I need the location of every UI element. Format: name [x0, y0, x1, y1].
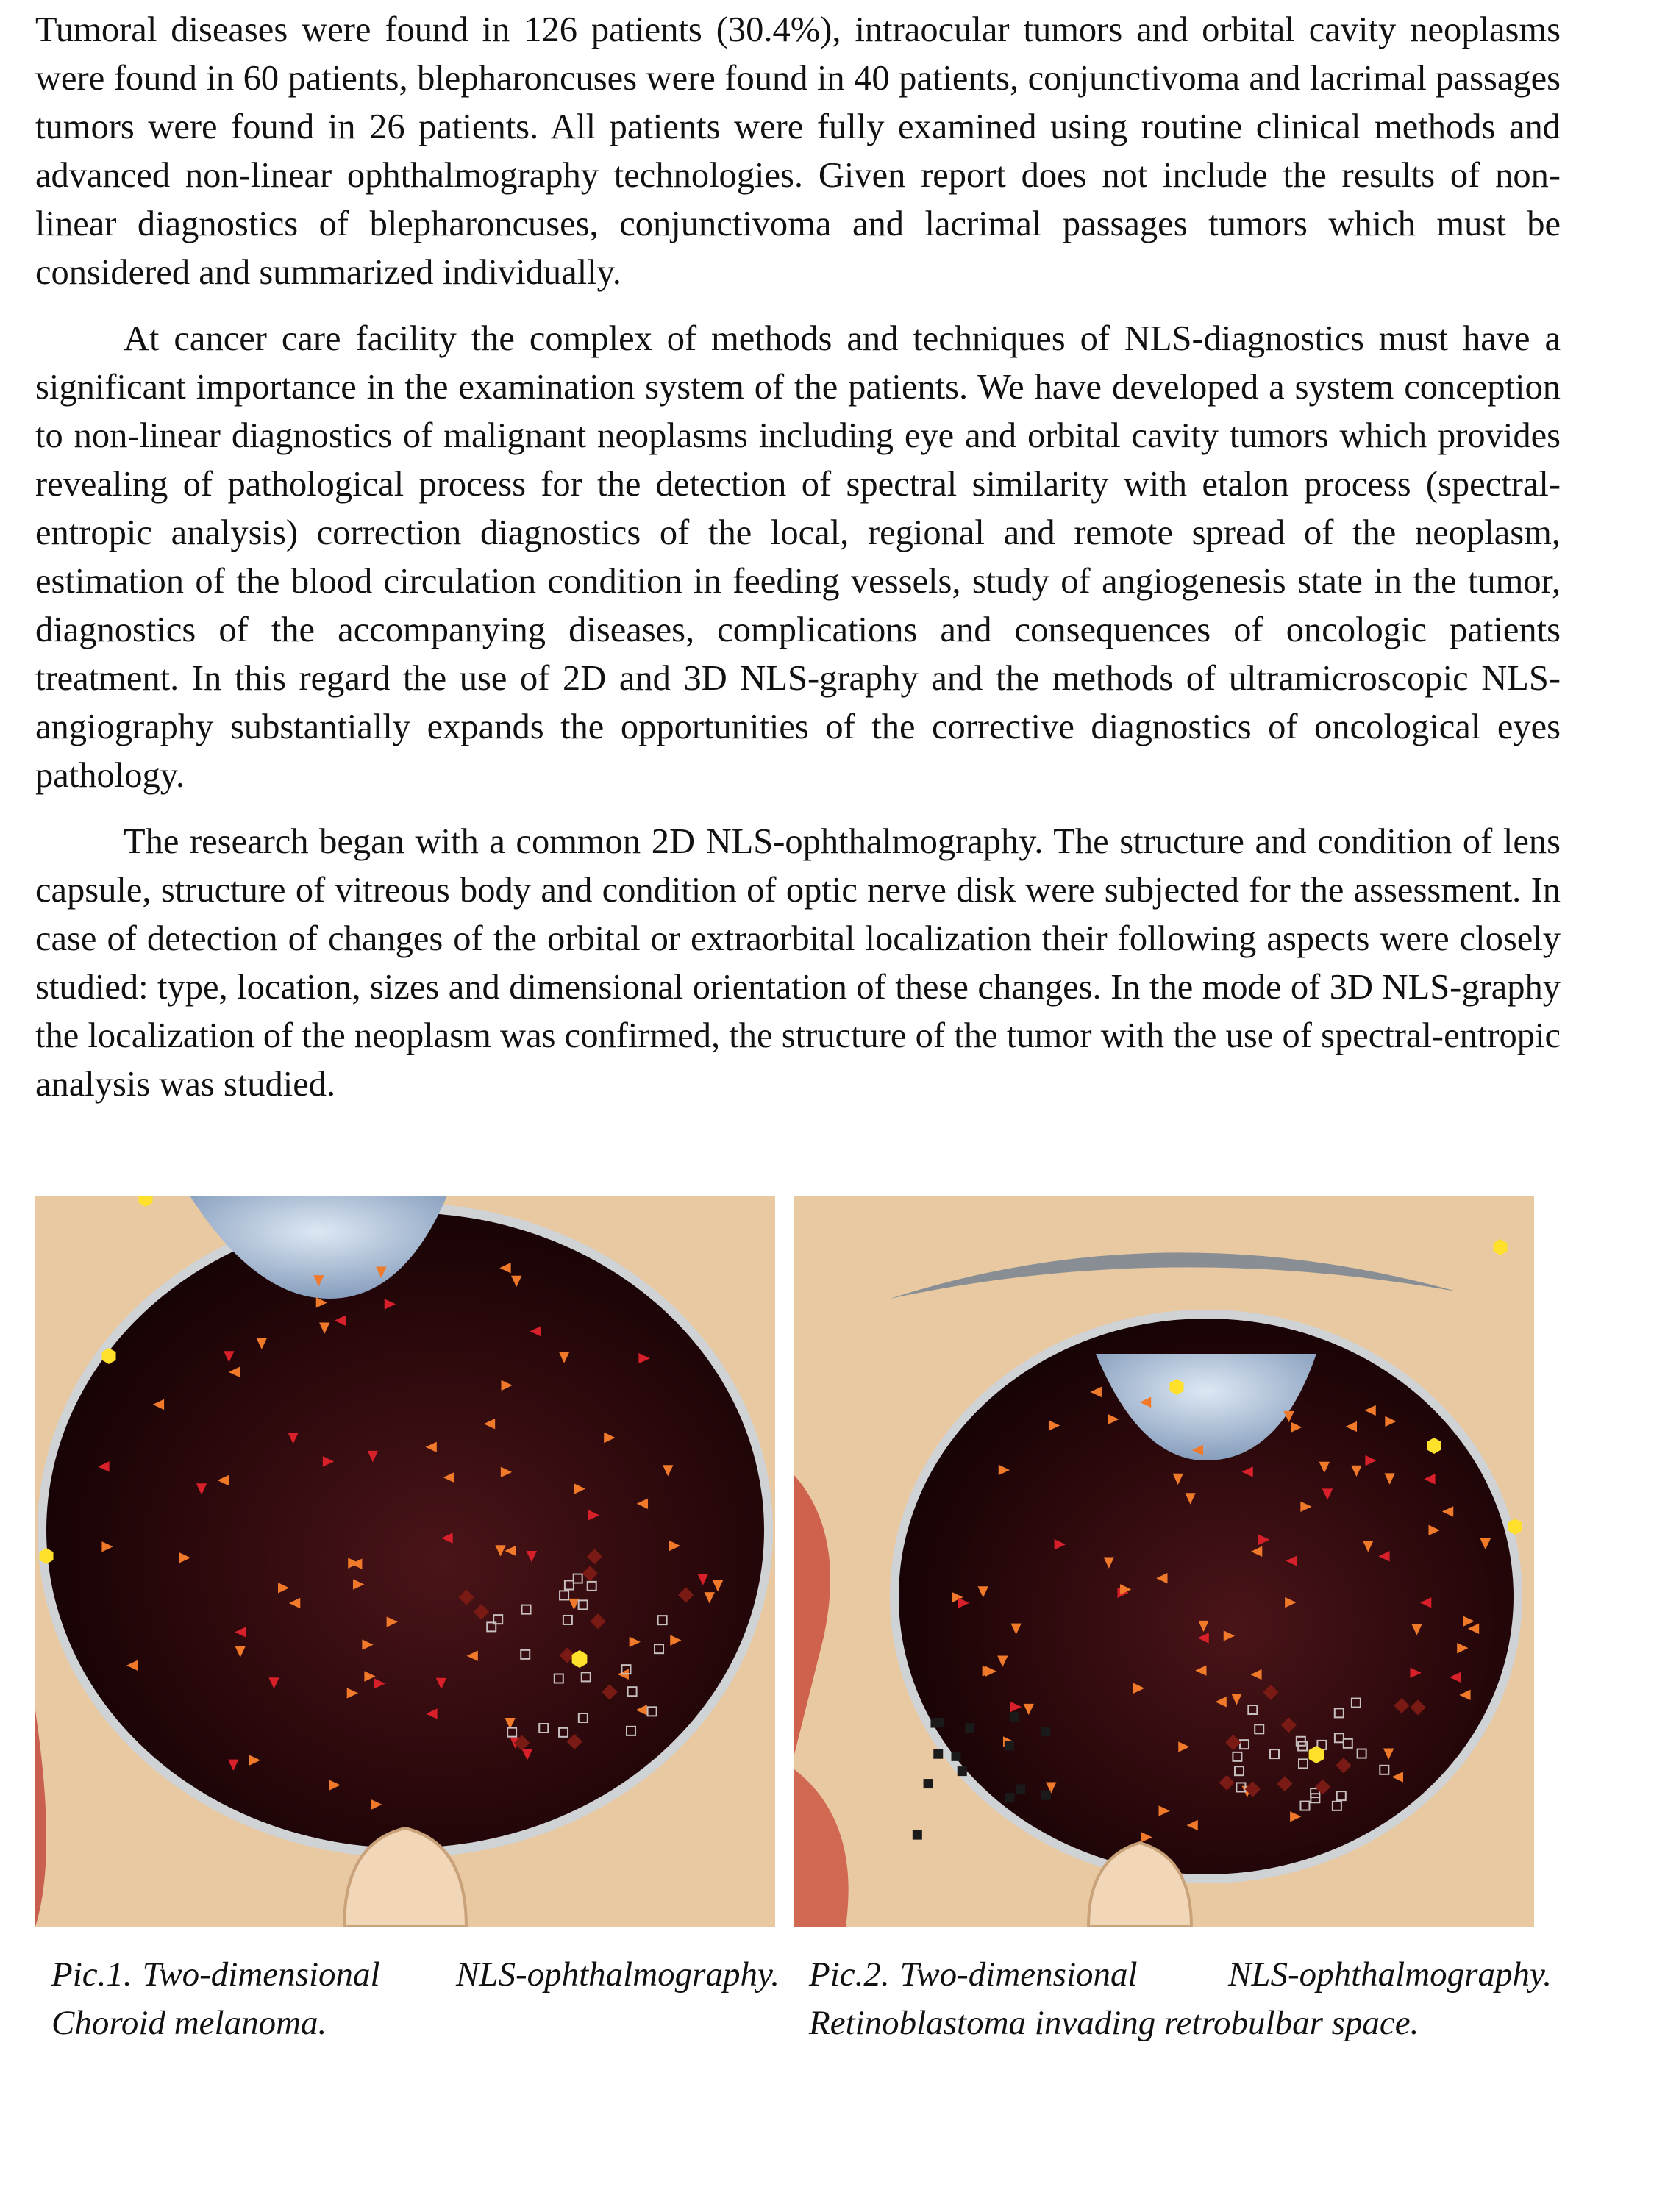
figure-2-caption-text: Two-dimensional NLS-ophthalmography. Retinoblastoma invading retrobulbar space. — [809, 1955, 1552, 2042]
figure-2-eye-scan — [794, 1196, 1534, 1927]
figure-1-caption-text: Two-dimensional NLS-ophthalmography. Choroid melanoma. — [51, 1955, 780, 2042]
nls-marker-square — [1016, 1785, 1024, 1793]
figure-1-label: Pic.1. — [51, 1955, 132, 1994]
figure-2-label: Pic.2. — [809, 1955, 890, 1994]
nls-marker-square — [934, 1750, 942, 1758]
figure-1-caption — [51, 1950, 780, 2047]
nls-marker-square — [952, 1752, 960, 1760]
nls-marker-square — [1006, 1794, 1014, 1802]
nls-marker-square — [1042, 1791, 1050, 1799]
figure-1-image — [35, 1196, 775, 1927]
nls-marker-square — [1041, 1727, 1049, 1735]
paragraph-2: At cancer care facility the complex of methods and techniques of NLS-diagnostics must have a significant importance in the examination system of the patients. We have developed a system conception to non-linear diagnostics of malignant neoplasms including eye and orbital cavity tumors which provides revealing of pathological process for the detection of spectral similarity with etalon process (spectral-entropic analysis) correction diagnostics of the local, regional and remote spread of the neoplasm, estimation of the blood circulation condition in feeding vessels, study of angiogenesis state in the tumor, diagnostics of the accompanying diseases, complications and consequences of oncologic patients treatment. In this regard the use of 2D and 3D NLS-graphy and the methods of ultramicroscopic NLS-angiography substantially expands the opportunities of the corrective diagnostics of oncological eyes pathology. — [35, 319, 1561, 795]
figure-2-image — [794, 1196, 1534, 1927]
nls-marker-square — [1010, 1713, 1019, 1721]
figure-1-eye-scan — [35, 1196, 775, 1927]
figure-2-caption — [809, 1950, 1552, 2047]
nls-marker-square — [1005, 1742, 1013, 1750]
vitreous-body — [46, 1213, 764, 1848]
nls-marker-square — [958, 1767, 966, 1775]
paragraph-3: The research began with a common 2D NLS-ophthalmography. The structure and condition of lens capsule, structure of vitreous body and condition of optic nerve disk were subjected for the assessment. In case of detection of changes of the orbital or extraorbital localization their following aspects were closely studied: type, location, sizes and dimensional orientation of these changes. In the mode of 3D NLS-graphy the localization of the neoplasm was confirmed, the structure of the tumor with the use of spectral-entropic analysis was studied. — [35, 822, 1561, 1104]
nls-marker-square — [913, 1831, 921, 1839]
paragraph-1: Tumoral diseases were found in 126 patients (30.4%), intraocular tumors and orbital cavity neoplasms were found in 60 patients, blepharoncuses were found in 40 patients, conjunctivoma and lacrimal passages tumors were found in 26 patients. All patients were fully examined using routine clinical methods and advanced non-linear ophthalmography technologies. Given report does not include the results of non-linear diagnostics of blepharoncuses, conjunctivoma and lacrimal passages tumors which must be considered and summarized individually. — [35, 10, 1561, 292]
nls-marker-square — [924, 1780, 933, 1788]
nls-marker-square — [935, 1719, 944, 1727]
nls-marker-square — [966, 1724, 974, 1732]
